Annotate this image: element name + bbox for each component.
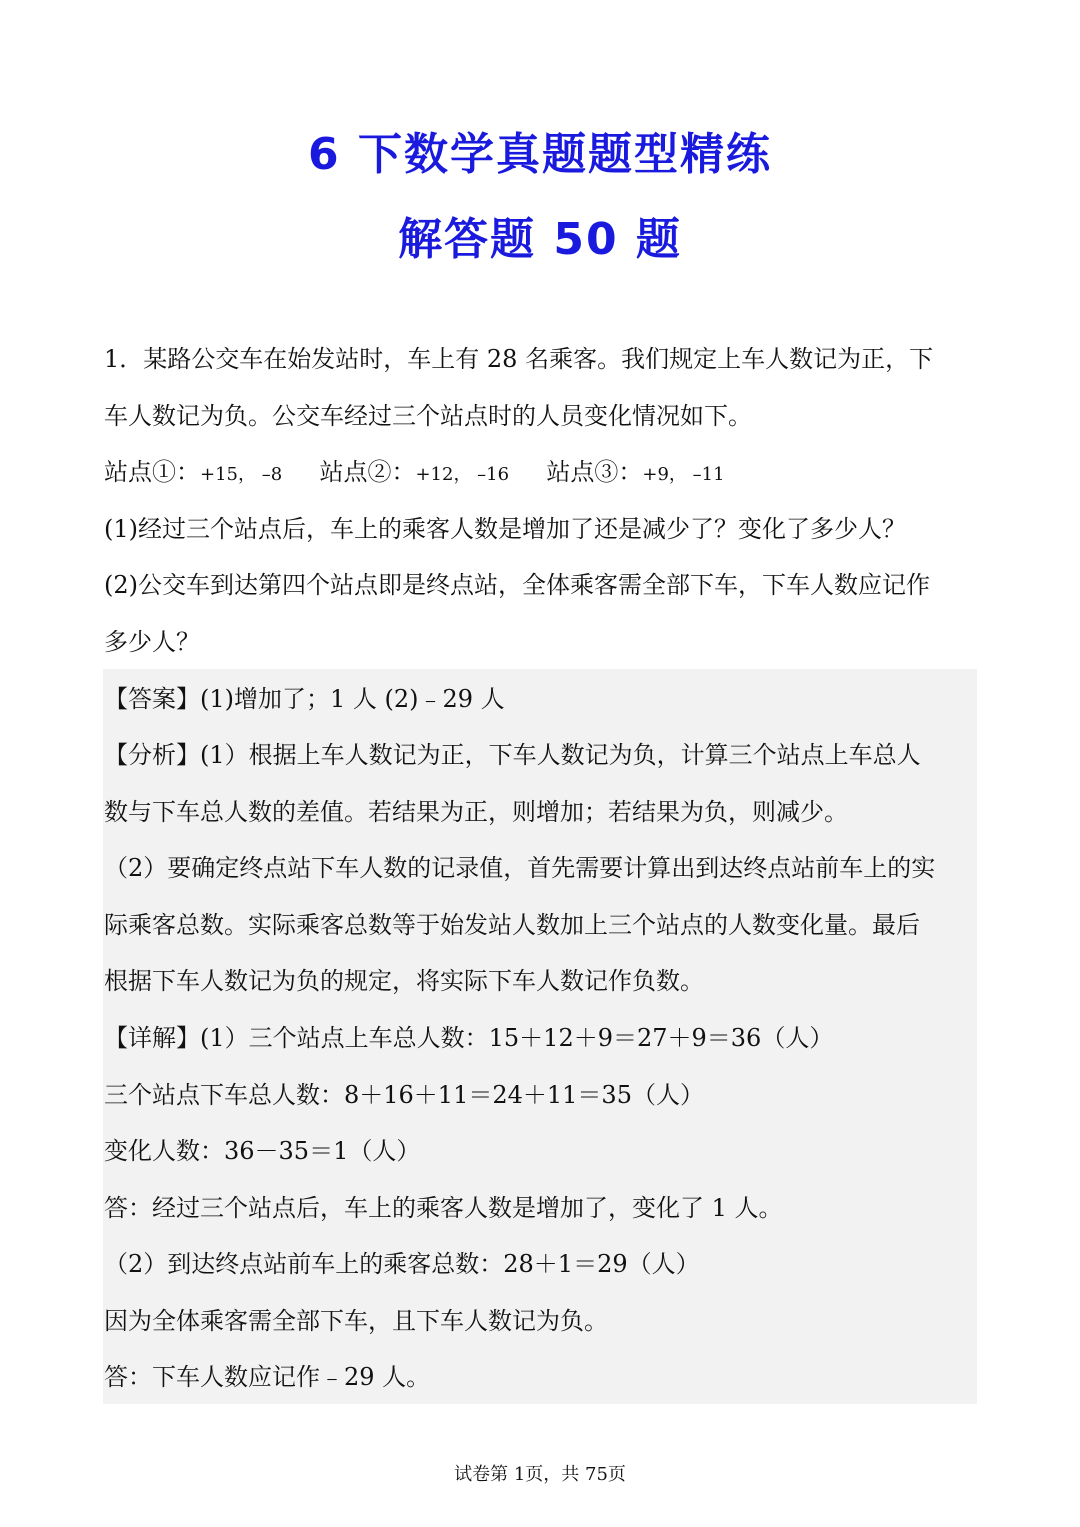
- question-text-line-2: 车人数记为负。公交车经过三个站点时的人员变化情况如下。: [104, 402, 752, 430]
- analysis-line-3: （2）要确定终点站下车人数的记录值，首先需要计算出到达终点站前车上的实: [104, 854, 936, 882]
- station-2-values: +12， –16: [415, 464, 510, 485]
- detail-line-4: 答：经过三个站点后，车上的乘客人数是增加了，变化了 1 人。: [104, 1194, 783, 1222]
- station-changes: [104, 457, 725, 490]
- detail-line-6: 因为全体乘客需全部下车，且下车人数记为负。: [104, 1307, 608, 1335]
- detail-line-2: 三个站点下车总人数：8＋16＋11＝24＋11＝35（人）: [104, 1081, 704, 1109]
- question-part-2-line-1: (2)公交车到达第四个站点即是终点站，全体乘客需全部下车，下车人数应记作: [104, 571, 930, 599]
- question-part-1: (1)经过三个站点后，车上的乘客人数是增加了还是减少了？变化了多少人？: [104, 515, 906, 543]
- station-1-values: +15， –8: [200, 464, 283, 485]
- analysis-line-1: 【分析】(1）根据上车人数记为正，下车人数记为负，计算三个站点上车总人: [104, 741, 921, 769]
- station-3-values: +9， –11: [642, 464, 725, 485]
- analysis-line-4: 际乘客总数。实际乘客总数等于始发站人数加上三个站点的人数变化量。最后: [104, 911, 920, 939]
- answer-line: 【答案】(1)增加了；1 人 (2)﹣29 人: [104, 685, 505, 713]
- question-text-line-1: 1．某路公交车在始发站时，车上有 28 名乘客。我们规定上车人数记为正，下: [104, 345, 934, 373]
- question-part-2-line-2: 多少人？: [104, 628, 200, 656]
- detail-line-7: 答：下车人数应记作﹣29 人。: [104, 1363, 431, 1391]
- page-footer: 试卷第 1页，共 75页: [454, 1464, 626, 1485]
- analysis-line-5: 根据下车人数记为负的规定，将实际下车人数记作负数。: [104, 967, 704, 995]
- detail-line-1: 【详解】(1）三个站点上车总人数：15＋12＋9＝27＋9＝36（人）: [104, 1024, 834, 1052]
- station-3-label: 站点③：: [546, 458, 643, 486]
- station-2-label: 站点②：: [319, 458, 416, 486]
- detail-line-3: 变化人数：36－35＝1（人）: [104, 1137, 421, 1165]
- document-subtitle: 解答题 50 题: [398, 214, 682, 265]
- station-1-label: 站点①：: [104, 458, 200, 486]
- detail-line-5: （2）到达终点站前车上的乘客总数：28＋1＝29（人）: [104, 1250, 700, 1278]
- document-title: 6 下数学真题题型精练: [308, 129, 772, 180]
- analysis-line-2: 数与下车总人数的差值。若结果为正，则增加；若结果为负，则减少。: [104, 798, 848, 826]
